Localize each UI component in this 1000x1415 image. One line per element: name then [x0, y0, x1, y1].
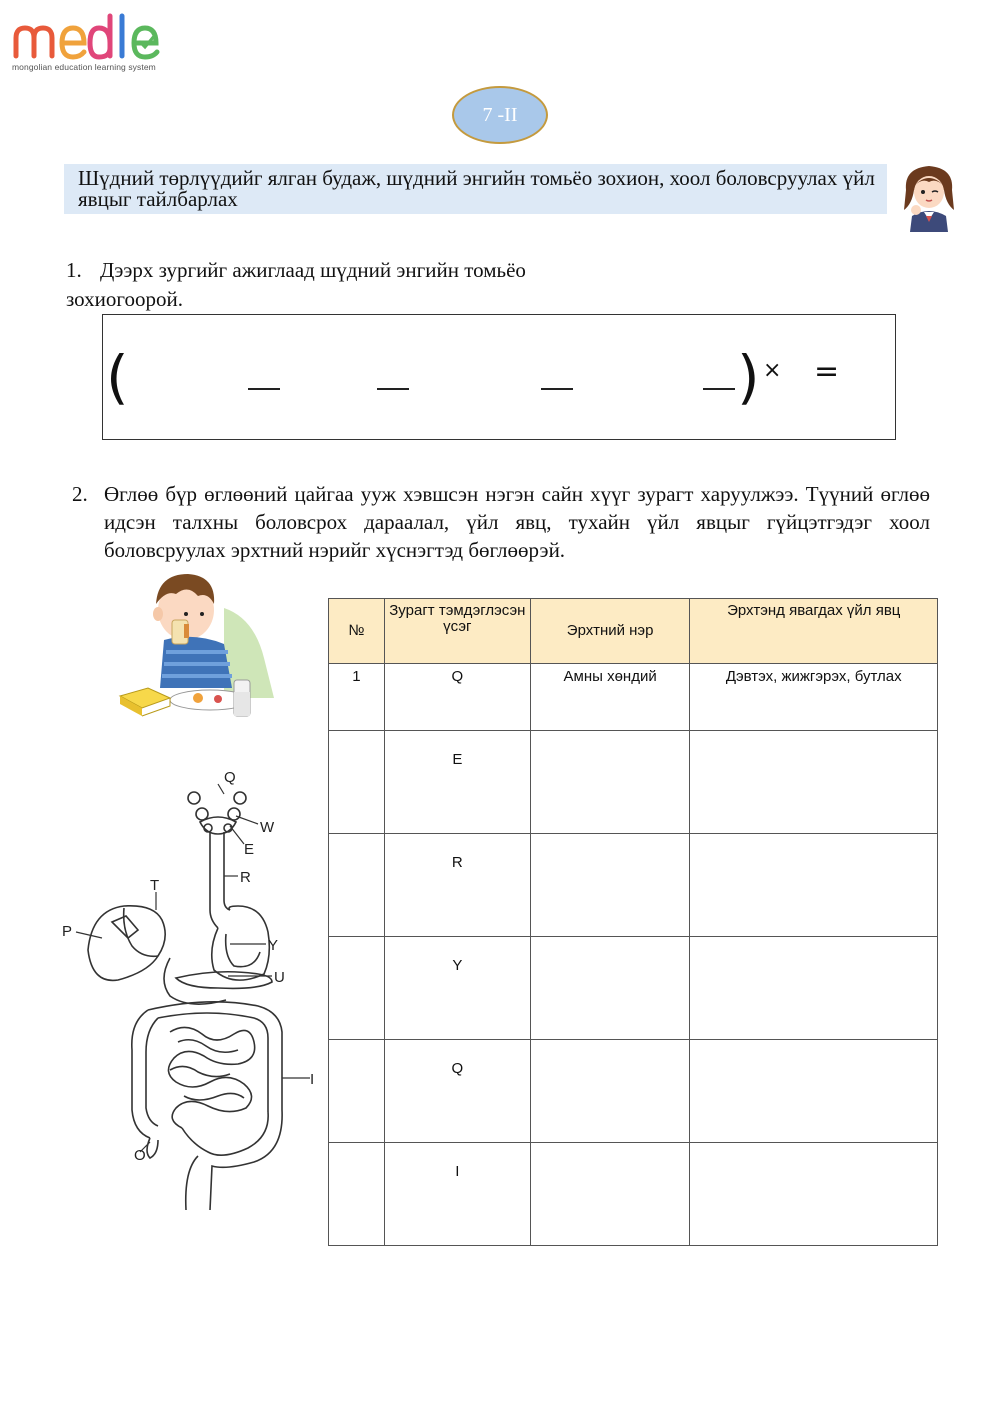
table-row: [329, 1143, 938, 1246]
lesson-badge: 7 -II: [452, 86, 548, 144]
boy-eating-illustration: [114, 568, 286, 728]
table-header-row: [329, 599, 938, 664]
formula-blank-3[interactable]: [541, 388, 573, 390]
cell-organ[interactable]: [530, 937, 690, 1040]
question-1-number: 1.: [66, 258, 82, 282]
table-row: [329, 664, 938, 731]
cell-letter: R: [384, 834, 530, 937]
question-1-text-line2: зохиогоорой.: [66, 287, 183, 311]
formula-blank-2[interactable]: [377, 388, 409, 390]
cell-number: 1: [329, 664, 385, 731]
formula-equals-sign: =: [814, 354, 840, 389]
table-row: [329, 937, 938, 1040]
cell-process[interactable]: [690, 731, 938, 834]
header-letter: Зурагт тэмдэглэсэн үсэг: [384, 599, 530, 664]
formula-close-paren: ): [737, 343, 760, 411]
cell-letter: Q: [384, 1040, 530, 1143]
objective-banner: Шүдний төрлүүдийг ялган будаж, шүдний энгийн томьёо зохион, хоол боловсруулах үйл явцыг тайлбарлах: [64, 164, 887, 214]
cell-organ[interactable]: [530, 731, 690, 834]
diagram-label-e: E: [244, 841, 255, 858]
table-row: [329, 834, 938, 937]
header-process: Эрхтэнд явагдах үйл явц: [690, 599, 938, 664]
formula-blank-4[interactable]: [703, 388, 735, 390]
question-2-number: 2.: [72, 482, 88, 506]
cell-organ[interactable]: Амны хөндий: [530, 664, 690, 731]
formula-open-paren: (: [106, 343, 129, 411]
header-organ: Эрхтний нэр: [530, 599, 690, 664]
diagram-label-i: I: [310, 1071, 315, 1088]
question-1-text-line1: Дээрх зургийг ажиглаад шүдний энгийн томьёо: [100, 258, 526, 282]
diagram-label-t: T: [150, 877, 160, 894]
cell-number[interactable]: [329, 1040, 385, 1143]
logo-tagline: mongolian education learning system: [12, 62, 156, 72]
cell-process[interactable]: [690, 1040, 938, 1143]
cell-process[interactable]: [690, 937, 938, 1040]
cell-number[interactable]: [329, 731, 385, 834]
cell-number[interactable]: [329, 937, 385, 1040]
cell-organ[interactable]: [530, 1143, 690, 1246]
question-2: [72, 480, 930, 564]
diagram-label-q: Q: [224, 769, 236, 786]
table-row: [329, 731, 938, 834]
cell-process[interactable]: [690, 834, 938, 937]
cell-number[interactable]: [329, 834, 385, 937]
formula-times-sign: ×: [763, 358, 782, 383]
cell-letter: I: [384, 1143, 530, 1246]
cell-organ[interactable]: [530, 1040, 690, 1143]
organ-process-table: [328, 598, 938, 1246]
digestive-system-diagram: [58, 760, 328, 1215]
question-1: [66, 256, 626, 314]
table-row: [329, 1040, 938, 1143]
diagram-label-r: R: [240, 869, 251, 886]
cell-letter: E: [384, 731, 530, 834]
diagram-label-p: P: [62, 923, 73, 940]
cell-letter: Q: [384, 664, 530, 731]
cell-process[interactable]: Дэвтэх, жижгэрэх, бутлах: [690, 664, 938, 731]
question-2-text: Өглөө бүр өглөөний цайгаа ууж хэвшсэн нэгэн сайн хүүг зурагт харуулжээ. Түүний өглөө идсэн талхны боловсрох дараалал, үйл явц, тухайн үйл явцыг гүйцэтгэдэг хоол боловсруулах эрхтний нэрийг хүснэгтэд бөглөөрэй.: [104, 482, 930, 562]
cell-letter: Y: [384, 937, 530, 1040]
diagram-label-w: W: [260, 819, 275, 836]
cell-number[interactable]: [329, 1143, 385, 1246]
cell-process[interactable]: [690, 1143, 938, 1246]
girl-illustration: [896, 160, 962, 232]
header-number: №: [329, 599, 385, 664]
diagram-label-u: U: [274, 969, 285, 986]
diagram-label-y: Y: [268, 937, 279, 954]
diagram-label-o: O: [134, 1147, 146, 1164]
formula-blank-1[interactable]: [248, 388, 280, 390]
cell-organ[interactable]: [530, 834, 690, 937]
